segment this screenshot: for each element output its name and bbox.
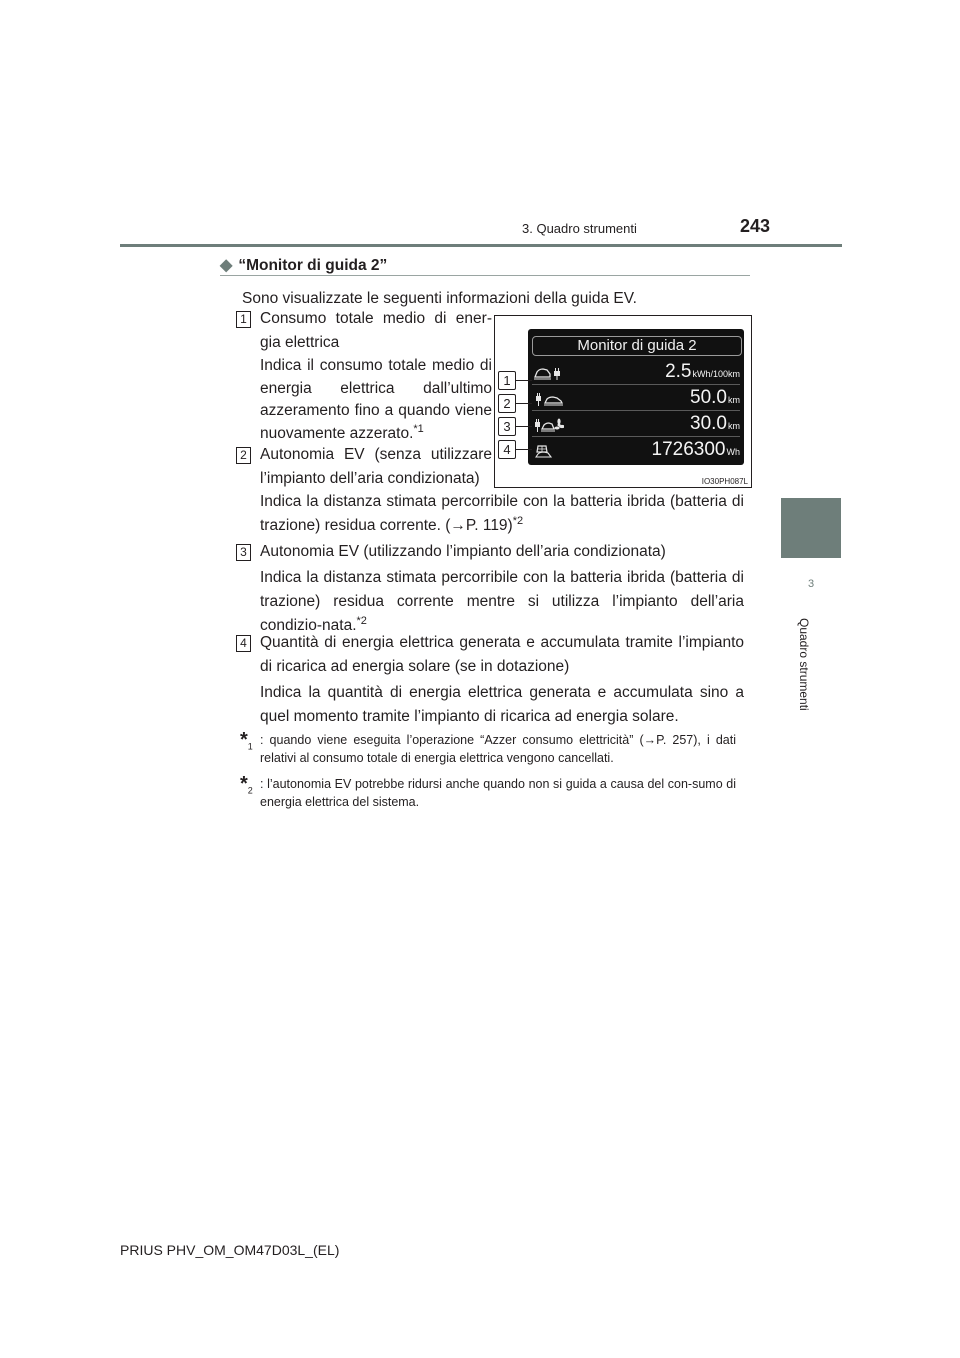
diamond-bullet-icon: ◆ [220, 257, 233, 274]
screen-divider [532, 384, 740, 385]
figure-callout: 4 [498, 440, 516, 459]
item-description [260, 355, 492, 445]
footnote-reference: *2 [512, 514, 524, 527]
chapter-tab-label: Quadro strumenti [797, 618, 811, 711]
chapter-tab-marker [781, 498, 841, 558]
screen-row-range-ac [532, 413, 742, 435]
item-description [260, 566, 744, 638]
page-number: 243 [740, 216, 771, 236]
callout-leader-line [516, 426, 532, 427]
footnote-text: : l’autonomia EV potrebbe ridursi anche quando non si guida a causa del con-sumo di energia elettrica del sistema. [260, 777, 736, 809]
figure-callout: 1 [498, 371, 516, 390]
plug-car-fan-icon [534, 417, 564, 433]
item-description: Indica la quantità di energia elettrica generata e accumulata sino a quel momento tramite l’impianto di ricarica ad energia solare. [260, 684, 744, 725]
item-description-text: Indica la distanza stimata percorribile con la batteria ibrida (batteria di trazione) residua corrente. (→P. 119) [260, 493, 744, 534]
heading-rule [220, 275, 750, 276]
screen-row-consumption [532, 361, 742, 383]
screen-divider [532, 410, 740, 411]
display-screen [528, 329, 744, 465]
solar-panel-icon [534, 443, 564, 459]
intro-text: Sono visualizzate le seguenti informazioni della guida EV. [242, 290, 637, 307]
screen-divider [532, 436, 740, 437]
figure-code: IO30PH087L [701, 477, 748, 486]
footnote-reference: *1 [413, 422, 424, 435]
chapter-tab-number: 3 [807, 578, 815, 590]
figure-callout: 3 [498, 417, 516, 436]
footnote [240, 775, 736, 811]
callout-leader-line [516, 403, 532, 404]
plug-car-icon [534, 391, 564, 407]
footnote-reference: *2 [356, 614, 367, 627]
item-description-text: Indica il consumo totale medio di energia elettrica dall’ultimo azzeramento fino a quando viene nuovamente azzerato. [260, 357, 492, 442]
footnote-mark: $*_1$ [240, 729, 253, 752]
screen-row-range [532, 387, 742, 409]
screen-row-solar [532, 439, 742, 461]
callout-leader-line [516, 449, 532, 450]
header-rule [120, 244, 842, 247]
item-title: Autonomia EV (utilizzando l’impianto dell’aria condizionata) [260, 543, 666, 560]
item-number-badge: 3 [236, 544, 251, 561]
figure-callout: 2 [498, 394, 516, 413]
item-title: Quantità di energia elettrica generata e accumulata tramite l’impianto di ricarica ad energia solare (se in dotazione) [260, 634, 744, 675]
car-plug-icon [534, 365, 564, 381]
item-title: Consumo totale medio di ener-gia elettrica [260, 310, 492, 351]
display-figure [494, 315, 752, 488]
footnote [240, 731, 736, 767]
section-heading-text: “Monitor di guida 2” [238, 257, 388, 274]
item-description-text: Indica la distanza stimata percorribile con la batteria ibrida (batteria di trazione) residua corrente mentre si utilizza l’impianto dell’aria condizio-nata. [260, 569, 744, 634]
document-footer-code: PRIUS PHV_OM_OM47D03L_(EL) [120, 1242, 340, 1258]
item-number-badge: 2 [236, 447, 251, 464]
item-title: Autonomia EV (senza utilizzare l’impianto dell’aria condizionata) [260, 446, 492, 487]
value-range-no-ac: 50.0km [690, 387, 740, 408]
running-header-section: 3. Quadro strumenti [522, 221, 637, 236]
value-range-with-ac: 30.0km [690, 413, 740, 434]
item-number-badge: 4 [236, 635, 251, 652]
screen-title: Monitor di guida 2 [532, 336, 742, 356]
footnote-text: : quando viene eseguita l’operazione “Azzer consumo elettricità” (→P. 257), i dati relativi al consumo totale di energia elettrica vengono cancellati. [260, 733, 736, 765]
value-consumption: 2.5kWh/100km [665, 361, 740, 382]
section-heading [220, 255, 387, 275]
callout-leader-line [516, 380, 532, 381]
item-description [260, 490, 744, 538]
item-number-badge: 1 [236, 311, 251, 328]
footnote-mark: $*_2$ [240, 773, 253, 796]
value-solar-energy: 1726300Wh [651, 439, 740, 460]
